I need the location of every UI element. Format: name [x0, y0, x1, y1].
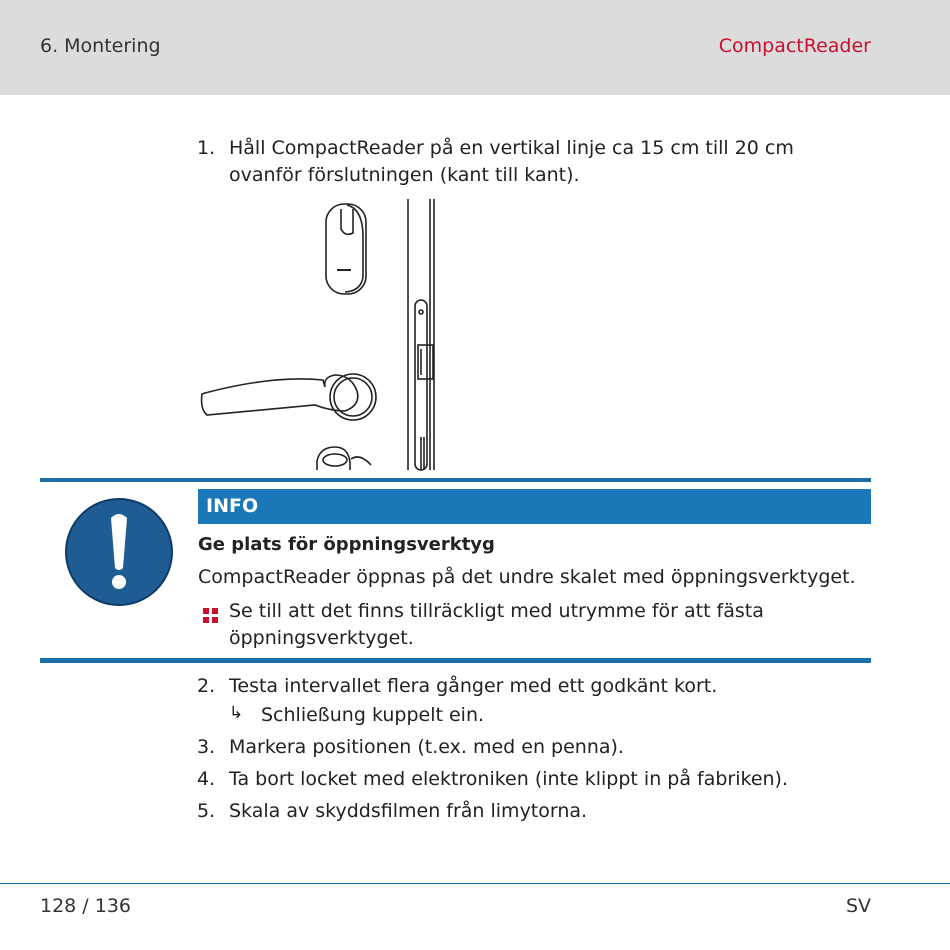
- product-name: CompactReader: [718, 35, 871, 57]
- step-number: 2.: [197, 675, 216, 697]
- step-1: [197, 135, 877, 195]
- step-text: Ta bort locket med elektroniken (inte klippt in på fabriken).: [229, 768, 789, 790]
- result-text: Schließung kuppelt ein.: [261, 704, 485, 726]
- step-number: 1.: [197, 137, 216, 159]
- info-rule-top: [40, 478, 871, 482]
- result-arrow-icon: ↳: [229, 703, 244, 723]
- info-banner: [198, 489, 871, 524]
- compactreader-window: [341, 209, 353, 234]
- mounting-illustration: [195, 197, 445, 472]
- step-number: 3.: [197, 736, 216, 758]
- info-bullet-text: Se till att det finns tillräckligt med utrymme för att fästa öppningsverktyget.: [229, 600, 764, 649]
- page-number: 128 / 136: [40, 895, 132, 917]
- language-code: SV: [845, 895, 871, 917]
- step-5: [197, 798, 877, 825]
- step-4: [197, 766, 877, 793]
- step-number: 5.: [197, 800, 216, 822]
- step-text: Testa intervallet flera gånger med ett godkänt kort.: [229, 675, 718, 697]
- grid-bullet-icon: [203, 604, 218, 619]
- info-body: CompactReader öppnas på det undre skalet med öppningsverktyget.: [198, 566, 856, 588]
- chapter-title: 6. Montering: [40, 35, 161, 57]
- step-3: [197, 734, 877, 761]
- step-text: Håll CompactReader på en vertikal linje ca 15 cm till 20 cm ovanför förslutningen (kant till kant).: [229, 137, 794, 186]
- info-title: Ge plats för öppningsverktyg: [198, 534, 495, 555]
- info-label: INFO: [206, 495, 259, 517]
- step-2: [197, 673, 877, 700]
- door-reader-drawing: [195, 197, 445, 472]
- step-number: 4.: [197, 768, 216, 790]
- footer-rule: [0, 883, 950, 884]
- page-header: [0, 0, 950, 95]
- step-text: Markera positionen (t.ex. med en penna).: [229, 736, 624, 758]
- compactreader-side: [345, 205, 363, 292]
- info-rule-bottom: [40, 658, 871, 663]
- step-text: Skala av skyddsfilmen från limytorna.: [229, 800, 588, 822]
- exclamation-icon: [63, 496, 175, 608]
